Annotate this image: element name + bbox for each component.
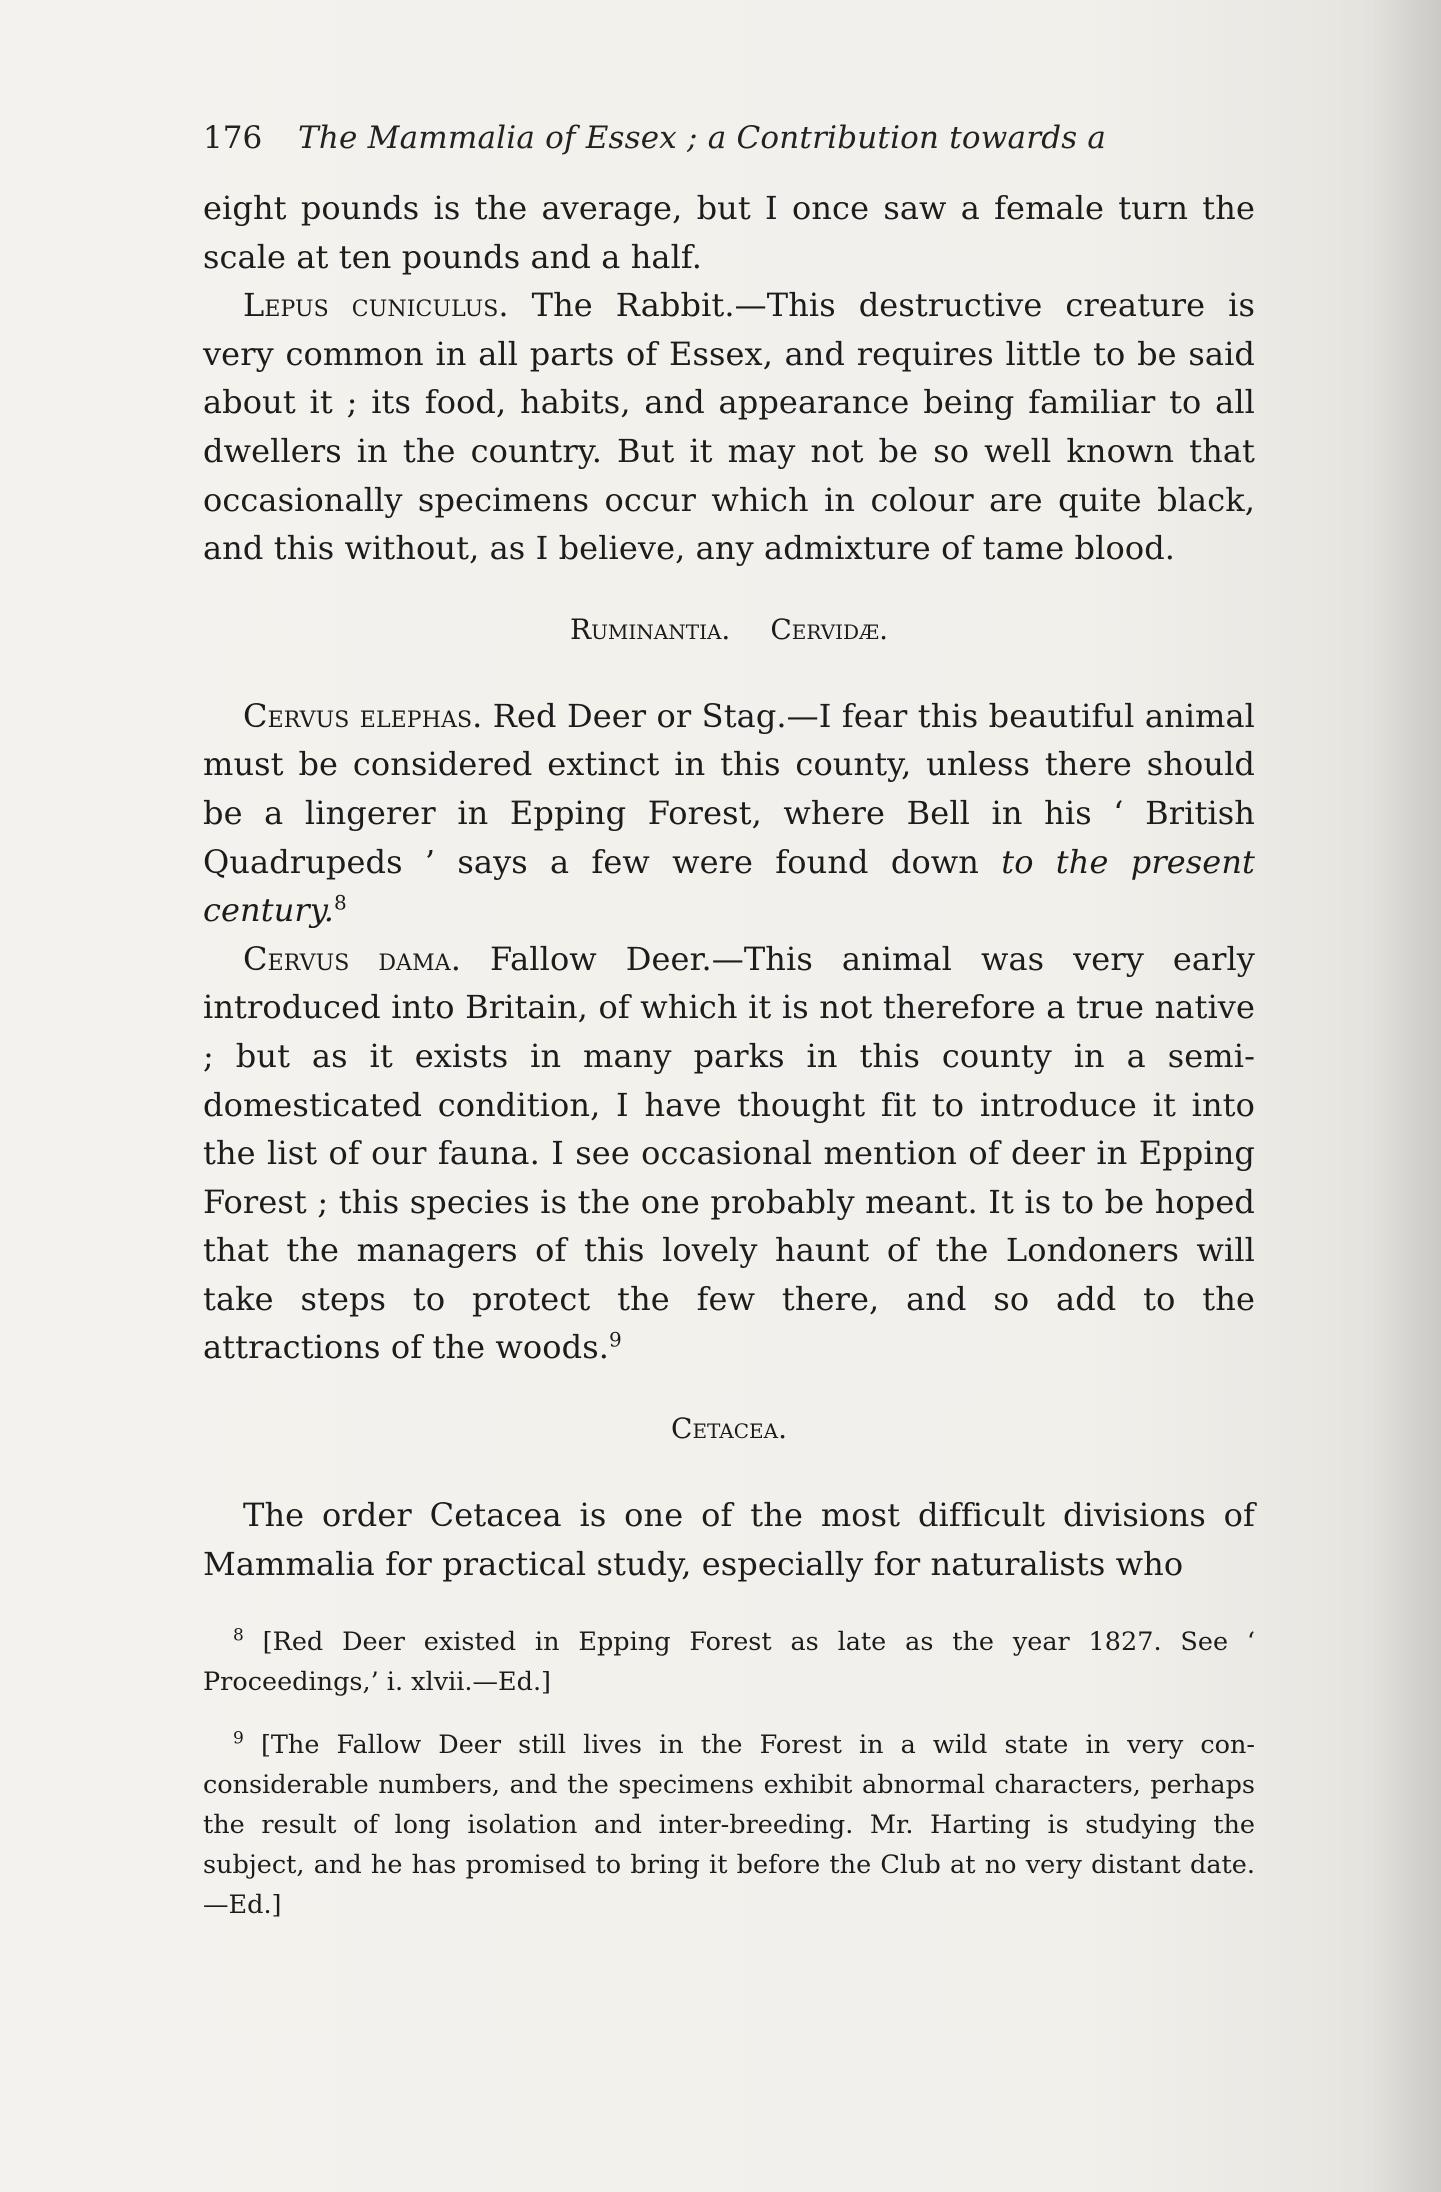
footnote-reference: 9 [609, 1327, 622, 1352]
species-name: Cervus elephas. [243, 696, 483, 735]
paragraph-rabbit [203, 281, 1255, 573]
order-name: Cetacea. [671, 1412, 787, 1446]
text-column [203, 120, 1255, 1948]
section-heading-cetacea [203, 1412, 1255, 1445]
running-title: The Mammalia of Essex ; a Contribution towards a [298, 120, 1107, 156]
paragraph-red-deer [203, 692, 1255, 935]
paragraph-text: eight pounds is the average, but I once saw a female turn the scale at ten pounds and a half. [203, 189, 1255, 276]
footnote-mark: 9 [233, 1728, 244, 1749]
paragraph-hare-weight [203, 184, 1255, 281]
footnotes [203, 1622, 1255, 1925]
footnote-reference: 8 [334, 890, 347, 915]
species-name: Lepus cuniculus. [243, 286, 509, 325]
paragraph-text: The Rabbit.—This destructive creature is very common in all parts of Essex, and requires little to be said about it ; its food, habits, and appearance being familiar to all dwellers in the country. But it may not be so well known that occasionally specimens occur which in colour are quite black, and this without, as I believe, any admixture of tame blood. [203, 286, 1255, 568]
paragraph-text: The order Cetacea is one of the most difficult divisions of Mammalia for practical study, especially for naturalists who [203, 1496, 1255, 1583]
paragraph-fallow-deer [203, 935, 1255, 1372]
paragraph-cetacea [203, 1491, 1255, 1588]
running-header [203, 120, 1255, 180]
paragraph-text: Red Deer or Stag.—I fear this beautiful animal must be considered extinct in this county, unless there should be a lingerer in Epping Forest, where Bell in his ‘ British Quadrupeds ’ says a few were found down [203, 696, 1255, 881]
footnote-mark: 8 [233, 1625, 244, 1646]
page-number: 176 [203, 120, 263, 156]
page-edge-shadow [1371, 0, 1441, 2192]
species-name: Cervus dama. [243, 939, 461, 978]
paragraph-text: Fallow Deer.—This animal was very early introduced into Britain, of which it is not therefore a true native ; but as it exists in many parks in this county in a semi-domesticated condition, I have thought fit to introduce it into the list of our fauna. I see occasional mention of deer in Epping Forest ; this species is the one probably meant. It is to be hoped that the managers of this lovely haunt of the Londoners will take steps to protect the few there, and so add to the attractions of the woods. [203, 939, 1255, 1367]
family-name: Cervidæ. [770, 612, 888, 646]
paragraph-italic-text: to the present century. [203, 842, 1255, 930]
footnote-9 [203, 1725, 1255, 1926]
footnote-8 [203, 1622, 1255, 1702]
section-heading-ruminantia [203, 613, 1255, 646]
order-name: Ruminantia. [569, 612, 731, 646]
footnote-text: [Red Deer existed in Epping Forest as late as the year 1827. See ‘ Proceedings,’ i. xlvii.—Ed.] [203, 1627, 1255, 1698]
footnote-text: [The Fallow Deer still lives in the Forest in a wild state in very con- considerable numbers, and the specimens exhibit abnormal characters, perhaps the result of long isolation and inter-breeding. Mr. Harting is studying the subject, and he has promised to bring it before the Club at no very distant date.—Ed.] [203, 1729, 1256, 1921]
